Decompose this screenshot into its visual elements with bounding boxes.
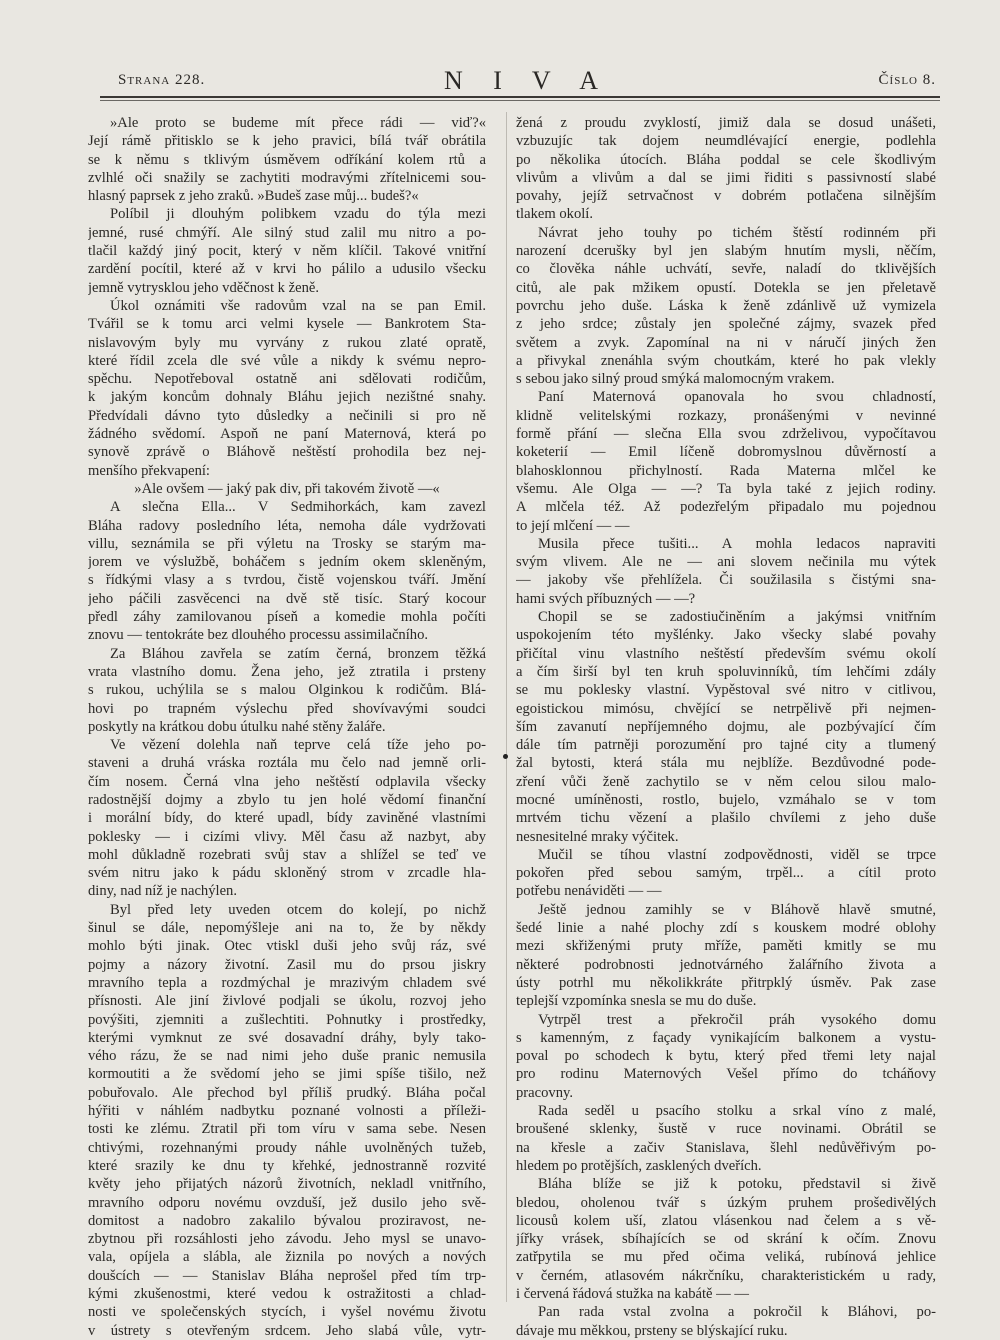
text-line: synově zprávě o Bláhově neštěstí prohodila bez nej- bbox=[88, 444, 486, 461]
text-line: jemné, rusé chmýří. Ale silný stud zalil mu nitro a po- bbox=[88, 224, 486, 241]
text-line: formě přání — slečna Ella svou zdrželivou, vypočítavou bbox=[516, 426, 936, 443]
text-line: mohlo býti jinak. Otec vtiskl duši jeho svůj ráz, své bbox=[88, 938, 486, 955]
text-line: narození dcerušky byl jen slabým hnutím mysli, něčím, bbox=[516, 243, 936, 260]
text-line: přísnosti. Ale jiní živlové podjali se úkolu, rozvoj jeho bbox=[88, 993, 486, 1010]
text-line: zardění pocítil, které až v krvi ho pálilo a udusilo všecku bbox=[88, 261, 486, 278]
text-line: nesnesitelné mraky výčitek. bbox=[516, 828, 679, 845]
text-line: Ještě jednou zamihly se v Bláhově hlavě smutné, bbox=[538, 901, 936, 918]
text-line: mezi skřiženými pruty mříže, paměti kmitly se mu bbox=[516, 938, 936, 955]
text-line: broušené sklenky, šustě v ruce novinami. Obrátil se bbox=[516, 1121, 936, 1138]
text-line: pracovny. bbox=[516, 1084, 573, 1101]
text-line: Políbil ji dlouhým polibkem vzadu do týla mezi bbox=[110, 206, 486, 223]
text-line: s řídkými vlasy a s tvrdou, čistě vojenskou tváří. Jmění bbox=[88, 572, 486, 589]
text-line: »Ale ovšem — jaký pak div, při takovém životě —« bbox=[134, 480, 440, 497]
text-line: Její rámě přitisklo se k jeho pravici, bílá tvář obrátila bbox=[88, 133, 486, 150]
text-line: ším zavanutí nepříjemného dojmu, ale pozbývající čím bbox=[516, 718, 936, 735]
text-line: A mlčela též. Až podezřelým připadalo mu pojednou bbox=[516, 499, 936, 516]
text-line: světem a zvyk. Zapomínal na ni v náručí jiných žen bbox=[516, 334, 936, 351]
text-line: všemu. Ale Olga — —? Ta byla také z jejich rodiny. bbox=[516, 480, 936, 497]
text-line: předl záhy zamilovanou píseň a komedie mohla počíti bbox=[88, 609, 486, 626]
text-line: kými zkušenostmi, které vedou k ostražitosti a chlad- bbox=[88, 1286, 486, 1302]
text-line: jemně vytrysklou jeho vděčnost k ženě. bbox=[88, 279, 320, 296]
text-line: svém nitru jako k pádu skloněný strom v zrcadle hla- bbox=[88, 865, 486, 882]
text-line: poklesky — i cizími vlivy. Měl času až nazbyt, aby bbox=[88, 828, 486, 845]
text-line: doušcích — — Stanislav Bláha neprošel před tím trp- bbox=[88, 1267, 486, 1284]
text-line: jorem ve výslužbě, boháčem s jedním okem skleněným, bbox=[88, 554, 486, 571]
text-line: pojmy a názory životní. Zasil mu do prsou jiskry bbox=[88, 956, 486, 973]
text-line: a přivykal znenáhla svým choutkám, které ho pak vlekly bbox=[516, 352, 936, 369]
text-line: s kamenným, z façady vynikajícím balkonem a vystu- bbox=[516, 1029, 936, 1046]
text-line: mocné umíněnosti, rostlo, bujelo, vzmáhalo se v tom bbox=[516, 791, 936, 808]
text-line: v ústrety s otevřeným srdcem. Jeho slabá vůle, vytr- bbox=[88, 1322, 486, 1339]
text-line: potřebu nenáviděti — — bbox=[516, 883, 662, 900]
text-line: a čím širší byl ten kruh spoluvinníků, tím lehčími zdály bbox=[516, 663, 936, 680]
text-line: Za Bláhou zavřela se zatím černá, bronzem těžká bbox=[110, 645, 486, 662]
text-line: z jeho srdce; zůstaly jen společné zájmy, svazek před bbox=[516, 316, 936, 333]
text-line: mravního odporu novému ovzduší, jež dusilo jeho svě- bbox=[88, 1194, 486, 1211]
page-number: Strana 228. bbox=[118, 72, 206, 88]
text-line: žal bytosti, která stála mu nejblíže. Bezdůvodné pode- bbox=[516, 755, 936, 772]
text-line: jeho páčili zasvěcenci na dvě stě tisíc. Starý kocour bbox=[88, 590, 486, 607]
text-line: v černém, atlasovém nákrčníku, charakteristickém u rady, bbox=[516, 1267, 936, 1284]
text-line: vlivům a vlivům a dal se jimi řiditi s passivností slabé bbox=[516, 169, 936, 186]
text-line: »Ale proto se budeme mít přece rádi — viď?« bbox=[110, 115, 486, 131]
text-line: villu, seznámila se při výletu na Trosky se starým ma- bbox=[88, 535, 486, 552]
text-line: Bláha radovy posledního léta, nemoha dále vydržovati bbox=[88, 517, 486, 534]
text-line: se k němu s tklivým úsměvem odříkání kolem rtů a bbox=[88, 151, 486, 168]
text-line: uspokojením této myšlénky. Jako všecky slabé povahy bbox=[516, 627, 936, 644]
page-header bbox=[118, 66, 936, 96]
text-line: staveni a druhá vráska roztála mu čelo nad jemně orli- bbox=[88, 755, 486, 772]
text-line: vrata vlastního domu. Žena jeho, jež ztratila i prsteny bbox=[88, 663, 486, 680]
text-line: mrtvém tichu vězení a plašilo chvílemi z jeho duše bbox=[516, 810, 936, 827]
journal-title: N I V A bbox=[443, 66, 611, 95]
text-line: vzbuzujíc tak dojem neumdlévající energie, podlehla bbox=[516, 133, 936, 150]
left-text-column bbox=[88, 114, 486, 1340]
text-line: kormoutiti a že svědomí jeho se jimi spíše tišilo, než bbox=[88, 1066, 486, 1083]
text-line: tlačil každý jiný pocit, který v něm klíčil. Takové vnitřní bbox=[88, 243, 486, 260]
text-line: blahosklonnou přichylností. Rada Materna mlčel ke bbox=[516, 462, 936, 479]
text-line: spěchu. Nepotřeboval ostatně ani sdělovati rodičům, bbox=[88, 371, 486, 388]
text-line: které srazily ke dnu ty křehké, jednostranně rozvité bbox=[88, 1157, 486, 1174]
text-line: egoistickou mimósu, chvějící se netrpělivě při nejmen- bbox=[516, 700, 936, 717]
text-line: květy jeho přijatých názorů životních, nekladl vnitřního, bbox=[88, 1176, 486, 1193]
text-line: pro rodinu Maternových Vešel přímo do tcháňovy bbox=[516, 1066, 936, 1083]
text-line: Byl před lety uveden otcem do kolejí, po nichž bbox=[110, 901, 486, 918]
text-line: hlasný paprsek z jeho zraků. »Budeš zase můj... budeš?« bbox=[88, 188, 419, 205]
text-line: se mu poklesky vlastní. Vypěstoval své nitro v citlivou, bbox=[516, 682, 936, 699]
text-line: Paní Maternová opanovala ho svou chladností, bbox=[538, 389, 936, 406]
text-line: dále tím patrněji porozumění pro tajné city a tlumený bbox=[516, 737, 936, 754]
text-line: šinul se dále, nepomýšleje ani na to, že by někdy bbox=[88, 920, 486, 937]
text-line: povrchu jeho duše. Láska k ženě zdánlivě už vymizela bbox=[516, 297, 936, 314]
right-text-column bbox=[516, 114, 936, 1340]
text-line: zření vůči ženě zachytilo se v něm celou silou malo- bbox=[516, 773, 936, 790]
text-line: hami svých příbuzných — —? bbox=[516, 590, 696, 607]
text-line: zbytnou při rozsáhlosti jeho závodu. Jeho mysl se unavo- bbox=[88, 1231, 486, 1248]
text-line: hovi po trapném výslechu před shovívavými soudci bbox=[88, 700, 486, 717]
text-line: hýřiti v náhlém nadbytku poznané volnosti a příleži- bbox=[88, 1103, 486, 1120]
text-line: vala, opíjela a slábla, ale žiznila po nových a nových bbox=[88, 1249, 486, 1266]
text-line: žená z proudu zvyklostí, jimiž dala se dosud unášeti, bbox=[516, 115, 936, 131]
text-line: bledou, oholenou tvář s úzkým pruhem prošedivělých bbox=[516, 1194, 936, 1211]
text-line: Návrat jeho touhy po tichém štěstí rodinném při bbox=[538, 224, 936, 241]
text-line: zatřpytila se mu před očima veliká, rubínová jehlice bbox=[516, 1249, 936, 1266]
text-line: mravního tepla a rozdmýchal je mrazivým chladem své bbox=[88, 974, 486, 991]
text-line: poskytly na krátkou dobu útulku nahé stěny žaláře. bbox=[88, 718, 386, 735]
text-line: pobuřovalo. Ale přechod byl příliš prudký. Bláha počal bbox=[88, 1084, 486, 1101]
text-line: Pan rada vstal zvolna a pokročil k Bláhovi, po- bbox=[538, 1304, 936, 1321]
issue-number: Číslo 8. bbox=[878, 72, 936, 88]
text-line: čím nosem. Černá vlna jeho neštěstí odplavila všecky bbox=[88, 773, 486, 790]
column-divider bbox=[506, 112, 507, 1302]
text-line: povahy, jejíž setrvačnost v dobrém potlačena silnějším bbox=[516, 188, 936, 205]
text-line: které řídil zcela dle své vůle a nikdy k svému nepro- bbox=[88, 352, 486, 369]
text-line: tosti ke zlému. Ztratil při tom víru v sama sebe. Nesen bbox=[88, 1121, 486, 1138]
text-line: tlakem okolí. bbox=[516, 206, 594, 223]
text-line: po několika útocích. Bláha poddal se cele škodlivým bbox=[516, 151, 936, 168]
text-line: s sebou jako silný proud smýká malomocným vrakem. bbox=[516, 371, 835, 388]
text-line: poval po schodech k bytu, který před třemi lety najal bbox=[516, 1048, 936, 1065]
text-line: nislavovým byly mu vyrvány z rukou zlaté opratě, bbox=[88, 334, 486, 351]
text-line: svým vlivem. Ale ne — ani slovem nečinila mu výtek bbox=[516, 554, 936, 571]
text-line: domitost a nadobro zakalilo bývalou proziravost, ne- bbox=[88, 1212, 486, 1229]
text-line: zvlhlé oči snažily se zachytiti modravými zřítelnicemi sou- bbox=[88, 169, 486, 186]
text-line: co člověka náhle uchvátí, sevře, naladí do tklivějších bbox=[516, 261, 936, 278]
text-line: některé podrobnosti jednotvárného žalářního života a bbox=[516, 956, 936, 973]
text-line: — jakoby vše přehlížela. Či soužilasila s čistými sna- bbox=[516, 572, 936, 589]
text-line: radostnější dojmy a zbylo tu jen holé vědomí finanční bbox=[88, 791, 486, 808]
text-line: k jakým koncům dohnaly Bláhu jejich nezištné snahy. bbox=[88, 389, 486, 406]
text-line: to její mlčení — — bbox=[516, 517, 630, 534]
text-line: Ve vězení dolehla naň teprve celá tíže jeho po- bbox=[110, 737, 486, 754]
text-line: Chopil se se zadostiučiněním a jakýmsi vnitřním bbox=[538, 609, 936, 626]
text-line: menšího překvapení: bbox=[88, 462, 210, 479]
text-line: s rukou, uchýlila se s malou Olginkou k rodičům. Blá- bbox=[88, 682, 486, 699]
text-line: Tvářil se k tomu arci velmi kysele — Bankrotem Sta- bbox=[88, 316, 486, 333]
text-line: kterými vymknut ze své dosavadní dráhy, byly tako- bbox=[88, 1029, 486, 1046]
text-line: povýšiti, zjemniti a zušlechtiti. Pohnutky i prostředky, bbox=[88, 1011, 486, 1028]
ink-dot bbox=[503, 754, 508, 759]
text-line: Vytrpěl trest a překročil práh vysokého domu bbox=[538, 1011, 936, 1028]
text-line: Bláha blíže se již k potoku, představil si živě bbox=[538, 1176, 936, 1193]
text-line: Rada seděl u psacího stolku a srkal víno z malé, bbox=[538, 1103, 936, 1120]
text-line: licousů kolem uší, zlatou vlásenkou nad čelem a s vě- bbox=[516, 1212, 936, 1229]
text-line: klidně velitelskými rozkazy, pronášenými v nevinné bbox=[516, 407, 936, 424]
text-line: znovu — tentokráte bez dlouhého processu assimilačního. bbox=[88, 627, 429, 644]
text-line: ústy potrhl mu několikkráte přitrpklý úsměv. Pak zase bbox=[516, 974, 936, 991]
text-line: vého rázu, že se nad nimi jeho duše pranic nemusila bbox=[88, 1048, 486, 1065]
text-line: nosti ve společenských stycích, i vyšel novému životu bbox=[88, 1304, 486, 1321]
text-line: chtivými, rozehnanými proudy náhle uvolněných tužeb, bbox=[88, 1139, 486, 1156]
text-line: Předvídali dávno tyto důsledky a nečinili si pro ně bbox=[88, 407, 486, 424]
text-line: jířky vrásek, sbíhajících se od skrání k očím. Znovu bbox=[516, 1231, 936, 1248]
text-line: Musila přece tušiti... A mohla ledacos napraviti bbox=[538, 535, 936, 552]
text-line: pokořen před sebou samým, trpěl... a cítil proto bbox=[516, 865, 936, 882]
text-line: přičítal vinu vlastního neštěstí především svému okolí bbox=[516, 645, 936, 662]
text-line: dávaje mu měkkou, prsteny se blýskající ruku. bbox=[516, 1322, 788, 1339]
text-line: Úkol oznámiti vše radovům vzal na se pan Emil. bbox=[110, 297, 486, 314]
text-line: Mučil se tíhou vlastní zodpovědnosti, viděl se trpce bbox=[538, 846, 936, 863]
text-line: koketerií — Emil líčeně dobromyslnou důvěrností a bbox=[516, 444, 936, 461]
text-line: hledem po protějších, zasklených dveřích. bbox=[516, 1157, 762, 1174]
text-line: i morální bídy, do které upadl, bídy zaviněné vlastními bbox=[88, 810, 486, 827]
text-line: šedé linie a nahé plochy zdí s kouskem modré oblohy bbox=[516, 920, 936, 937]
text-line: diny, nad níž je nachýlen. bbox=[88, 883, 237, 900]
text-line: i červená řádová stužka na kabátě — — bbox=[516, 1286, 749, 1302]
header-rule-thin bbox=[100, 100, 940, 101]
text-line: na křesle a začiv Stanislava, šlehl nedůvěřivým po- bbox=[516, 1139, 936, 1156]
text-line: citů, ale pak mžikem opustí. Dotekla se jen přeletavě bbox=[516, 279, 936, 296]
text-line: žádného svědomí. Aspoň ne paní Maternová, která po bbox=[88, 426, 486, 443]
text-line: mohl důkladně rozebrati svůj stav a shlížel se teď ve bbox=[88, 846, 486, 863]
text-line: teplejší vzpomínka snesla se mu do duše. bbox=[516, 993, 757, 1010]
text-line: A slečna Ella... V Sedmihorkách, kam zavezl bbox=[110, 499, 486, 516]
header-rule-thick bbox=[100, 96, 940, 98]
